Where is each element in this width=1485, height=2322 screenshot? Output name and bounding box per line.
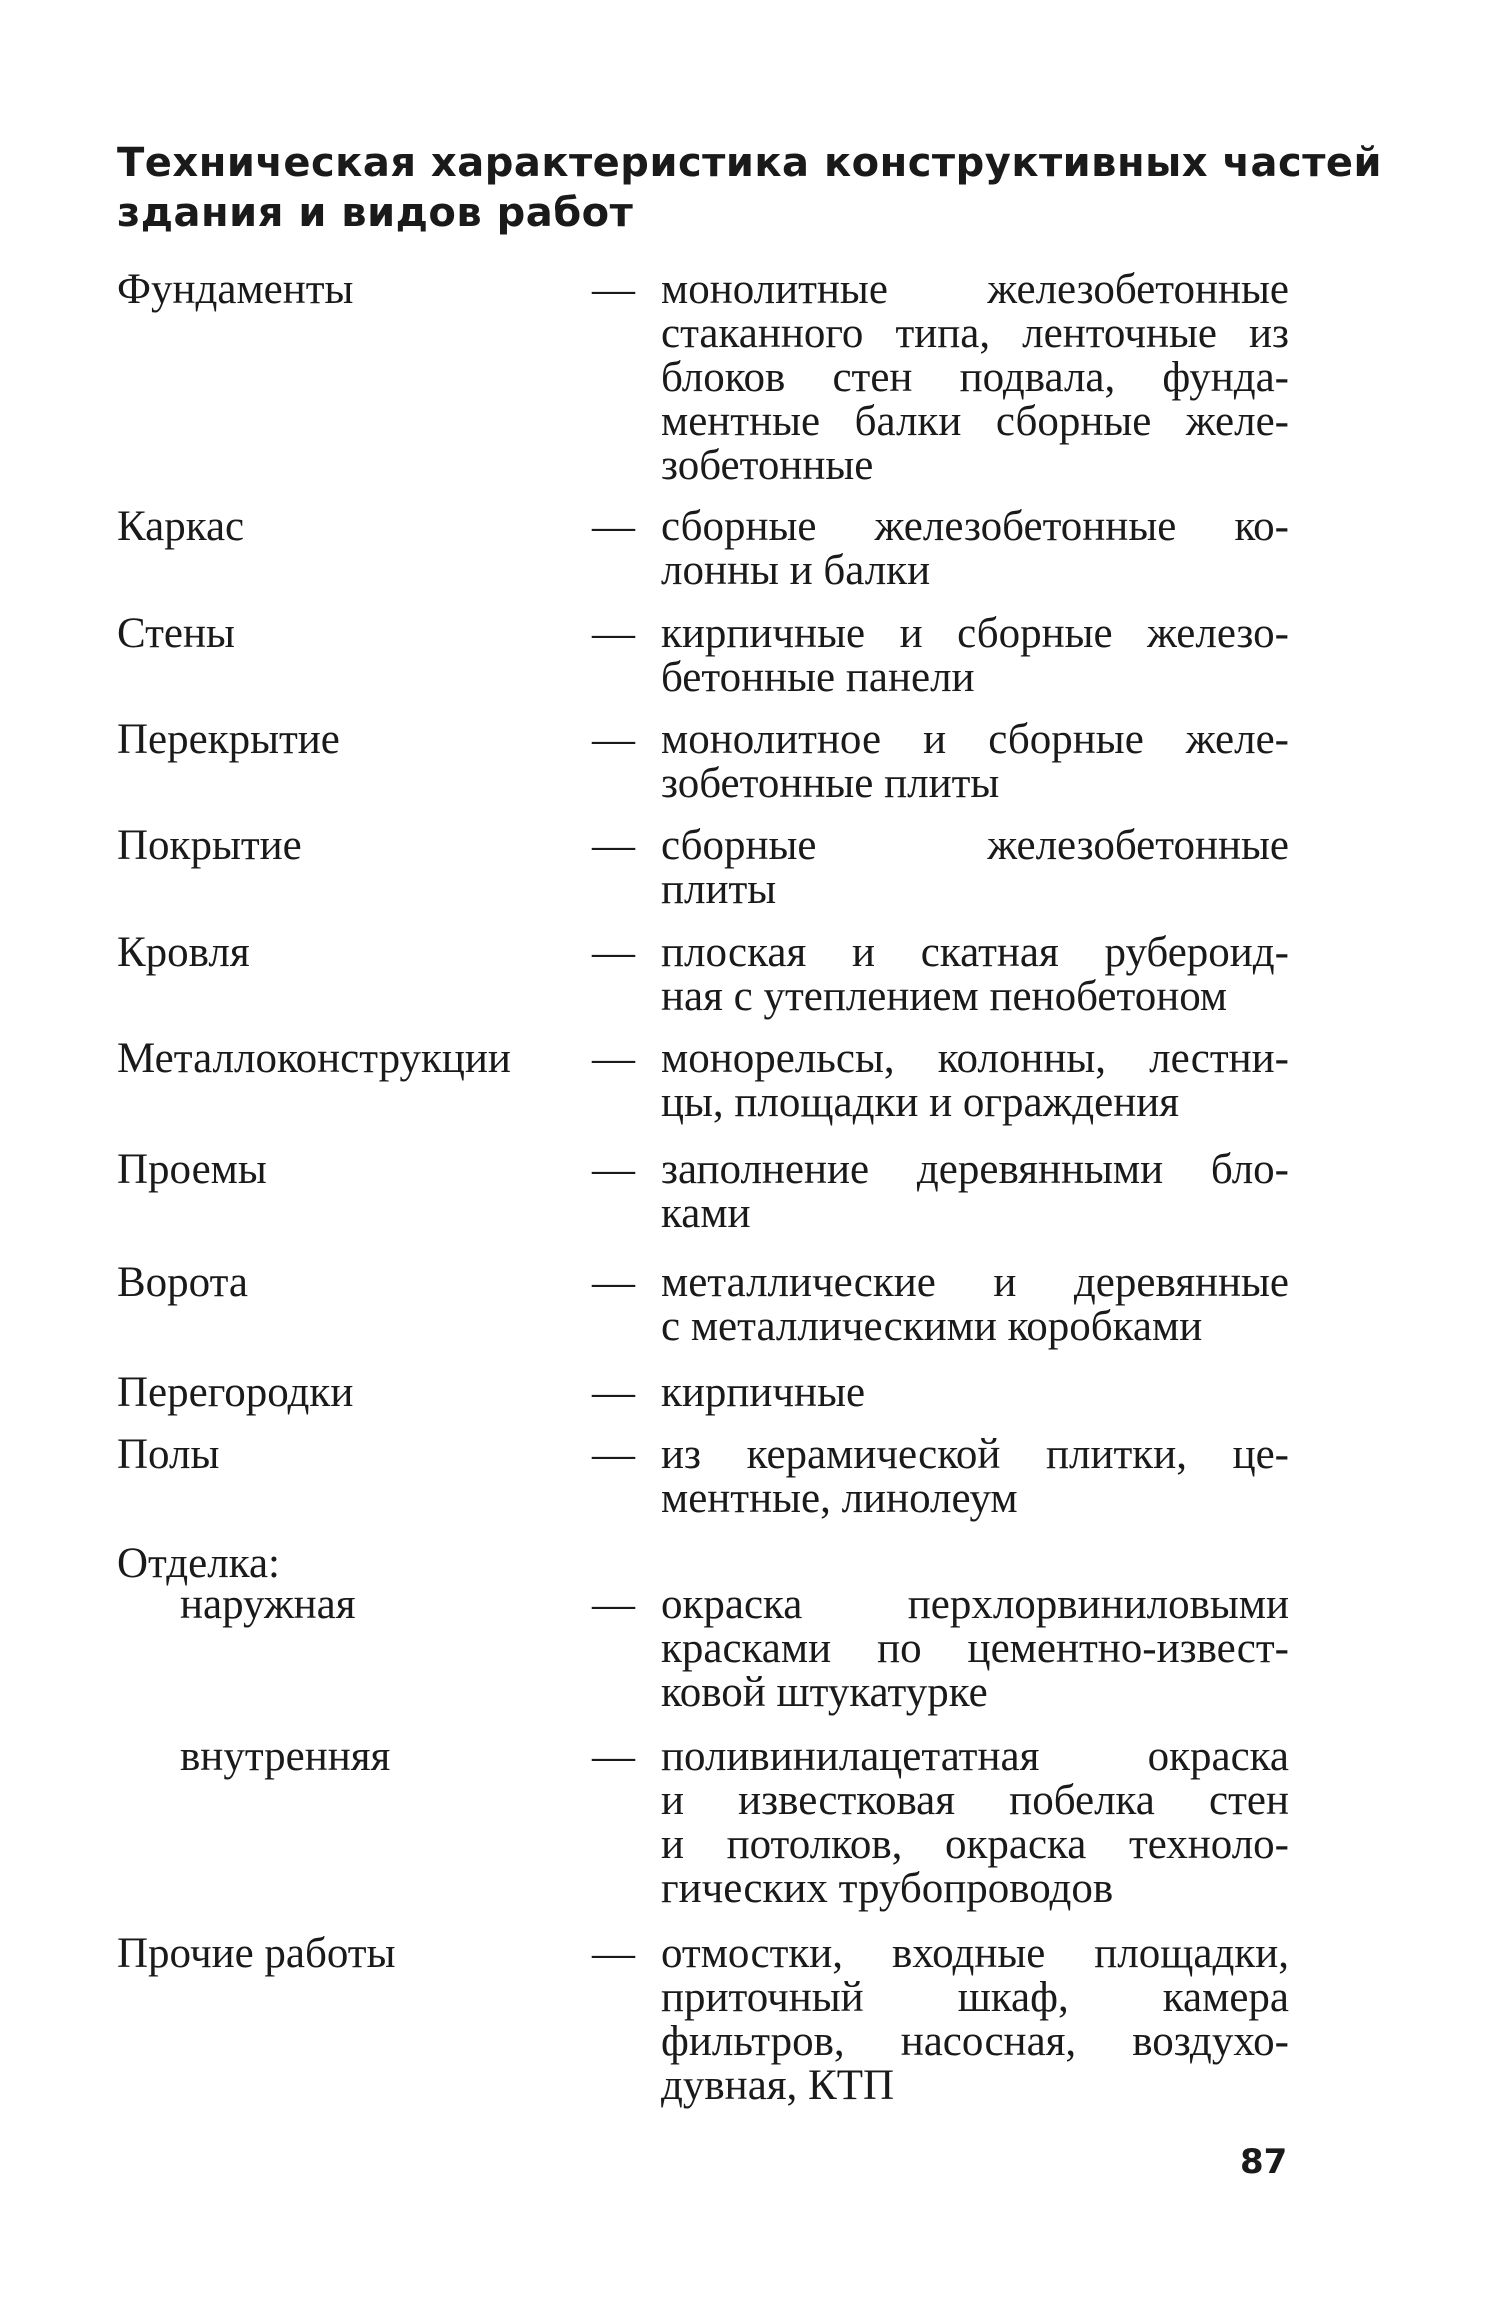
spec-dash: — [592, 1369, 635, 1416]
spec-term: Стены [117, 610, 235, 657]
spec-term: Отделка: [117, 1540, 280, 1587]
spec-description [661, 1371, 1289, 1415]
spec-description [661, 718, 1289, 806]
description-line: монолитное и сборные желе- [661, 716, 1289, 763]
spec-description [661, 1735, 1289, 1911]
spec-term: внутренняя [180, 1733, 391, 1780]
spec-dash: — [592, 1035, 635, 1082]
spec-term: Кровля [117, 929, 250, 976]
spec-term: Прочие работы [117, 1930, 396, 1977]
spec-term: Полы [117, 1431, 220, 1478]
spec-term: Ворота [117, 1259, 249, 1306]
description-line: стаканного типа, ленточные из [661, 310, 1289, 357]
description-line: зобетонные плиты [661, 760, 1000, 807]
page-number: 87 [1240, 2142, 1288, 2182]
description-line: ковой штукатурке [661, 1669, 988, 1716]
spec-dash: — [592, 716, 635, 763]
spec-description [661, 1433, 1289, 1521]
heading-line-2: здания и видов работ [117, 190, 634, 236]
description-line: и известковая побелка стен [661, 1777, 1289, 1824]
description-line: бетонные панели [661, 654, 975, 701]
spec-term: наружная [180, 1581, 356, 1628]
spec-description [661, 505, 1289, 593]
description-line: ками [661, 1190, 751, 1237]
description-line: окраска перхлорвиниловыми [661, 1581, 1289, 1628]
description-line: зобетонные [661, 442, 874, 489]
spec-dash: — [592, 1431, 635, 1478]
description-line: красками по цементно-извест- [661, 1625, 1289, 1672]
spec-description [661, 268, 1289, 488]
spec-dash: — [592, 1146, 635, 1193]
description-line: ментные балки сборные желе- [661, 398, 1289, 445]
spec-dash: — [592, 1733, 635, 1780]
spec-dash: — [592, 1259, 635, 1306]
description-line: фильтров, насосная, воздухо- [661, 2018, 1289, 2065]
spec-description [661, 1583, 1289, 1715]
spec-description [661, 1261, 1289, 1349]
description-line: приточный шкаф, камера [661, 1974, 1289, 2021]
spec-dash: — [592, 929, 635, 976]
spec-description [661, 931, 1289, 1019]
description-line: лонны и балки [661, 547, 931, 594]
spec-dash: — [592, 1581, 635, 1628]
description-line: заполнение деревянными бло- [661, 1146, 1289, 1193]
description-line: кирпичные [661, 1369, 866, 1416]
spec-term: Металлоконструкции [117, 1035, 511, 1082]
description-line: дувная, КТП [661, 2062, 895, 2109]
spec-term: Покрытие [117, 822, 302, 869]
description-line: ная с утеплением пенобетоном [661, 973, 1228, 1020]
description-line: кирпичные и сборные железо- [661, 610, 1289, 657]
description-line: с металлическими коробками [661, 1303, 1203, 1350]
description-line: плоская и скатная рубероид- [661, 929, 1289, 976]
description-line: монорельсы, колонны, лестни- [661, 1035, 1289, 1082]
spec-dash: — [592, 503, 635, 550]
description-line: поливинилацетатная окраска [661, 1733, 1289, 1780]
description-line: отмостки, входные площадки, [661, 1930, 1289, 1977]
description-line: из керамической плитки, це- [661, 1431, 1289, 1478]
heading-line-1: Техническая характеристика конструктивных частей [117, 140, 1383, 186]
spec-term: Перекрытие [117, 716, 340, 763]
description-line: блоков стен подвала, фунда- [661, 354, 1289, 401]
spec-term: Каркас [117, 503, 245, 550]
description-line: ментные, линолеум [661, 1475, 1018, 1522]
spec-dash: — [592, 1930, 635, 1977]
spec-term: Проемы [117, 1146, 267, 1193]
description-line: гических трубопроводов [661, 1865, 1114, 1912]
description-line: плиты [661, 866, 777, 913]
description-line: металлические и деревянные [661, 1259, 1289, 1306]
spec-term: Перегородки [117, 1369, 354, 1416]
spec-dash: — [592, 610, 635, 657]
section-heading [117, 138, 1383, 238]
spec-term: Фундаменты [117, 266, 354, 313]
spec-description [661, 1932, 1289, 2108]
spec-dash: — [592, 266, 635, 313]
spec-description [661, 1148, 1289, 1236]
spec-description [661, 612, 1289, 700]
spec-description [661, 1037, 1289, 1125]
description-line: и потолков, окраска техноло- [661, 1821, 1289, 1868]
description-line: монолитные железобетонные [661, 266, 1289, 313]
spec-description [661, 824, 1289, 912]
description-line: сборные железобетонные ко- [661, 503, 1289, 550]
spec-dash: — [592, 822, 635, 869]
description-line: сборные железобетонные [661, 822, 1289, 869]
description-line: цы, площадки и ограждения [661, 1079, 1180, 1126]
